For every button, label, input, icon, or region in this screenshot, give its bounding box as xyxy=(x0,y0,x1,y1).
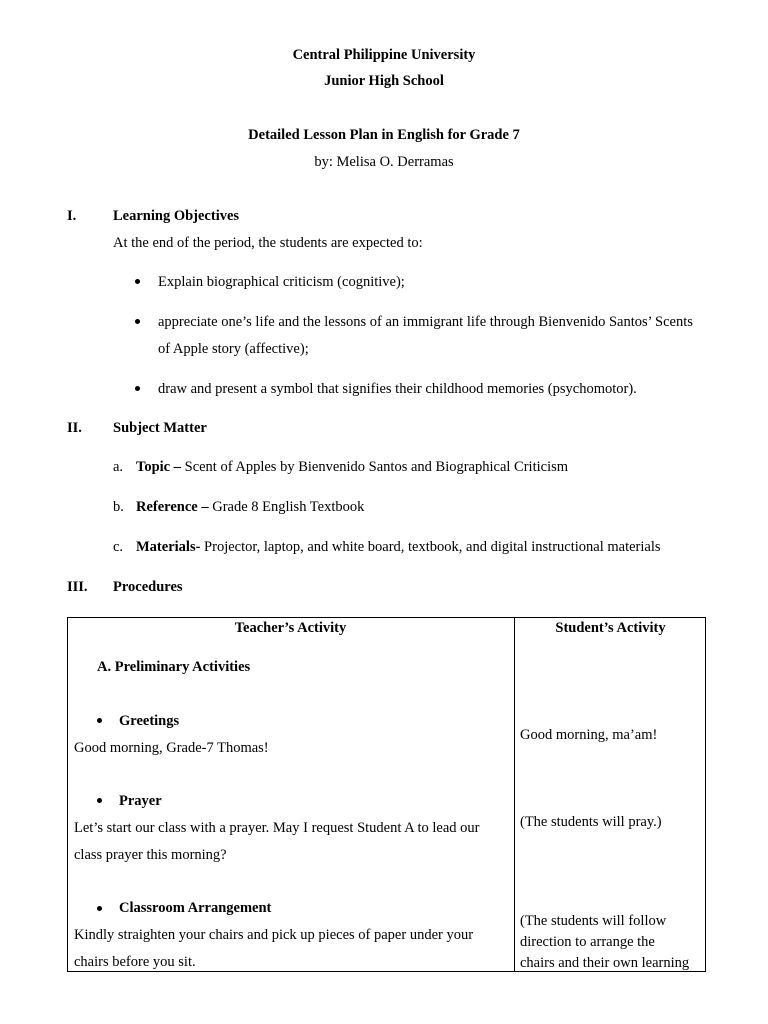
preliminary-activities-heading: A. Preliminary Activities xyxy=(97,659,251,675)
objectives-intro: At the end of the period, the students are expected to: xyxy=(113,235,423,251)
section-1-heading: Learning Objectives xyxy=(113,208,240,224)
prayer-heading: Prayer xyxy=(119,793,162,809)
subject-item-marker: b. xyxy=(113,499,124,515)
subject-item-text: Scent of Apples by Bienvenido Santos and Biographical Criticism xyxy=(181,459,569,475)
arrangement-teacher-text-line-1: Kindly straighten your chairs and pick up pieces of paper under your xyxy=(74,927,474,943)
subject-item-label: Materials- xyxy=(136,539,201,555)
bullet-icon xyxy=(97,906,102,911)
objective-2-line-1: appreciate one’s life and the lessons of an immigrant life through Bienvenido Santos’ Scents xyxy=(158,314,693,330)
subject-item-reference xyxy=(136,499,364,516)
subject-item-label: Reference – xyxy=(136,499,209,515)
teacher-activity-header: Teacher’s Activity xyxy=(234,620,347,636)
prayer-teacher-text-line-2: class prayer this morning? xyxy=(74,847,227,863)
prayer-teacher-text-line-1: Let’s start our class with a prayer. May I request Student A to lead our xyxy=(74,820,480,836)
objective-1: Explain biographical criticism (cognitive); xyxy=(158,274,405,290)
student-activity-header: Student’s Activity xyxy=(555,620,666,636)
arrangement-heading: Classroom Arrangement xyxy=(119,900,272,916)
table-column-divider xyxy=(514,617,515,972)
subject-item-topic xyxy=(136,459,568,476)
subject-item-label: Topic – xyxy=(136,459,181,475)
bullet-icon xyxy=(135,386,140,391)
section-2-number: II. xyxy=(67,420,82,436)
university-name: Central Philippine University xyxy=(292,47,476,63)
arrangement-student-text-line-1: (The students will follow xyxy=(520,913,667,929)
objective-2-line-2: of Apple story (affective); xyxy=(158,341,309,357)
section-3-heading: Procedures xyxy=(113,579,183,595)
section-3-number: III. xyxy=(67,579,88,595)
subject-item-text: Projector, laptop, and white board, textbook, and digital instructional materials xyxy=(200,539,661,555)
school-name: Junior High School xyxy=(324,73,444,89)
section-1-number: I. xyxy=(67,208,77,224)
lesson-plan-title: Detailed Lesson Plan in English for Grade 7 xyxy=(248,127,520,143)
bullet-icon xyxy=(135,279,140,284)
greetings-student-text: Good morning, ma’am! xyxy=(520,727,658,743)
arrangement-student-text-line-2: direction to arrange the xyxy=(520,934,655,950)
author-line: by: Melisa O. Derramas xyxy=(314,154,454,170)
arrangement-teacher-text-line-2: chairs before you sit. xyxy=(74,954,196,970)
subject-item-marker: a. xyxy=(113,459,124,475)
arrangement-student-text-line-3: chairs and their own learning xyxy=(520,955,690,971)
section-2-heading: Subject Matter xyxy=(113,420,207,436)
bullet-icon xyxy=(97,718,102,723)
prayer-student-text: (The students will pray.) xyxy=(520,814,662,830)
greetings-teacher-text: Good morning, Grade-7 Thomas! xyxy=(74,740,269,756)
bullet-icon xyxy=(97,798,102,803)
objective-3: draw and present a symbol that signifies their childhood memories (psychomotor). xyxy=(158,381,637,397)
greetings-heading: Greetings xyxy=(119,713,180,729)
subject-item-materials xyxy=(136,539,661,556)
subject-item-marker: c. xyxy=(113,539,124,555)
bullet-icon xyxy=(135,319,140,324)
subject-item-text: Grade 8 English Textbook xyxy=(208,499,365,515)
